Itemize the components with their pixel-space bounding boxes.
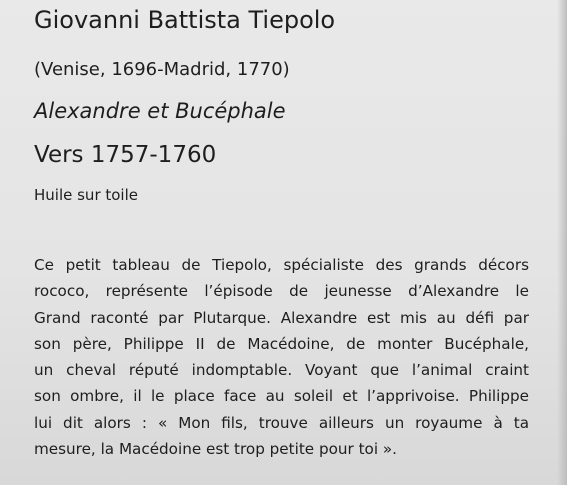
description-line: Ce petit tableau de Tiepolo, spécialiste des grands décors [34,256,529,274]
description-line: son ombre, il le place face au soleil et l’apprivoise. Philippe [34,387,529,406]
description-line: rococo, représente l’épisode de jeunesse d’Alexandre le [34,282,529,301]
description-line: Grand raconté par Plutarque. Alexandre est mis au défi par [34,308,529,327]
artwork-date: Vers 1757-1760 [34,142,217,168]
description-line: mesure, la Macédoine est trop petite pour toi ». [34,440,397,459]
artwork-title: Alexandre et Bucéphale [34,99,286,123]
description-line: lui dit alors : « Mon fils, trouve ailleurs un royaume à ta [34,413,529,432]
description-line: un cheval réputé indomptable. Voyant que l’animal craint [34,361,529,380]
artwork-description [34,252,529,462]
artist-dates: (Venise, 1696-Madrid, 1770) [34,59,290,80]
artist-name: Giovanni Battista Tiepolo [34,6,336,34]
card-edge-shadow [557,0,567,485]
artwork-medium: Huile sur toile [34,186,138,204]
description-line: son père, Philippe II de Macédoine, de monter Bucéphale, [34,334,529,353]
